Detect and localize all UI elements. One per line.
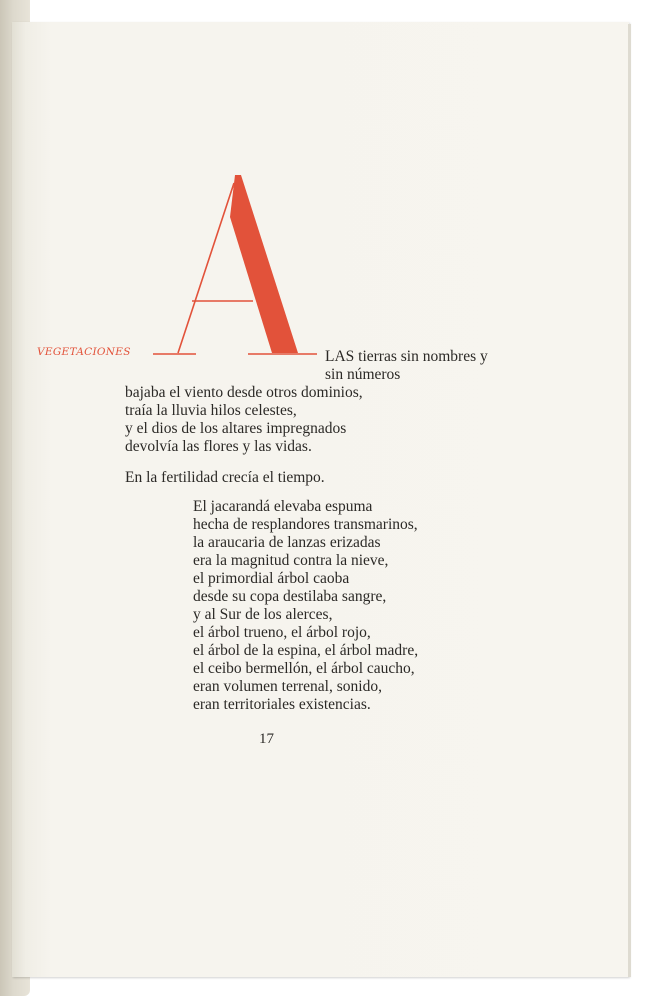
stanza-line: eran territoriales existencias. <box>193 696 371 713</box>
section-heading: VEGETACIONES <box>37 346 131 358</box>
stanza-line: y al Sur de los alerces, <box>193 606 333 623</box>
stanza-line: el árbol trueno, el árbol rojo, <box>193 624 371 641</box>
drop-cap-letter <box>150 175 320 365</box>
poem-line: traía la lluvia hilos celestes, <box>125 402 297 419</box>
drop-cap-thick-stroke <box>230 175 298 353</box>
stanza-line: eran volumen terrenal, sonido, <box>193 678 382 695</box>
drop-cap-thin-stroke <box>178 183 234 353</box>
poem-line: bajaba el viento desde otros dominios, <box>125 384 363 401</box>
page-number: 17 <box>259 731 274 747</box>
stanza-line: el primordial árbol caoba <box>193 570 350 587</box>
stanza-line: el árbol de la espina, el árbol madre, <box>193 642 419 659</box>
opening-line-2: sin números <box>325 366 401 383</box>
stanza-line: la araucaria de lanzas erizadas <box>193 534 381 551</box>
page-stack-edge <box>628 24 631 977</box>
stanza-line: era la magnitud contra la nieve, <box>193 552 389 569</box>
stanza-line: El jacarandá elevaba espuma <box>193 498 373 515</box>
stanza-line: el ceibo bermellón, el árbol caucho, <box>193 660 415 677</box>
poem-line: y el dios de los altares impregnados <box>125 420 347 437</box>
opening-line-1: LAS tierras sin nombres y <box>325 348 488 365</box>
stanza-line: desde su copa destilaba sangre, <box>193 588 387 605</box>
poem-line: devolvía las flores y las vidas. <box>125 438 312 455</box>
stanza-line: hecha de resplandores transmarinos, <box>193 516 418 533</box>
poem-line-single: En la fertilidad crecía el tiempo. <box>125 469 325 486</box>
